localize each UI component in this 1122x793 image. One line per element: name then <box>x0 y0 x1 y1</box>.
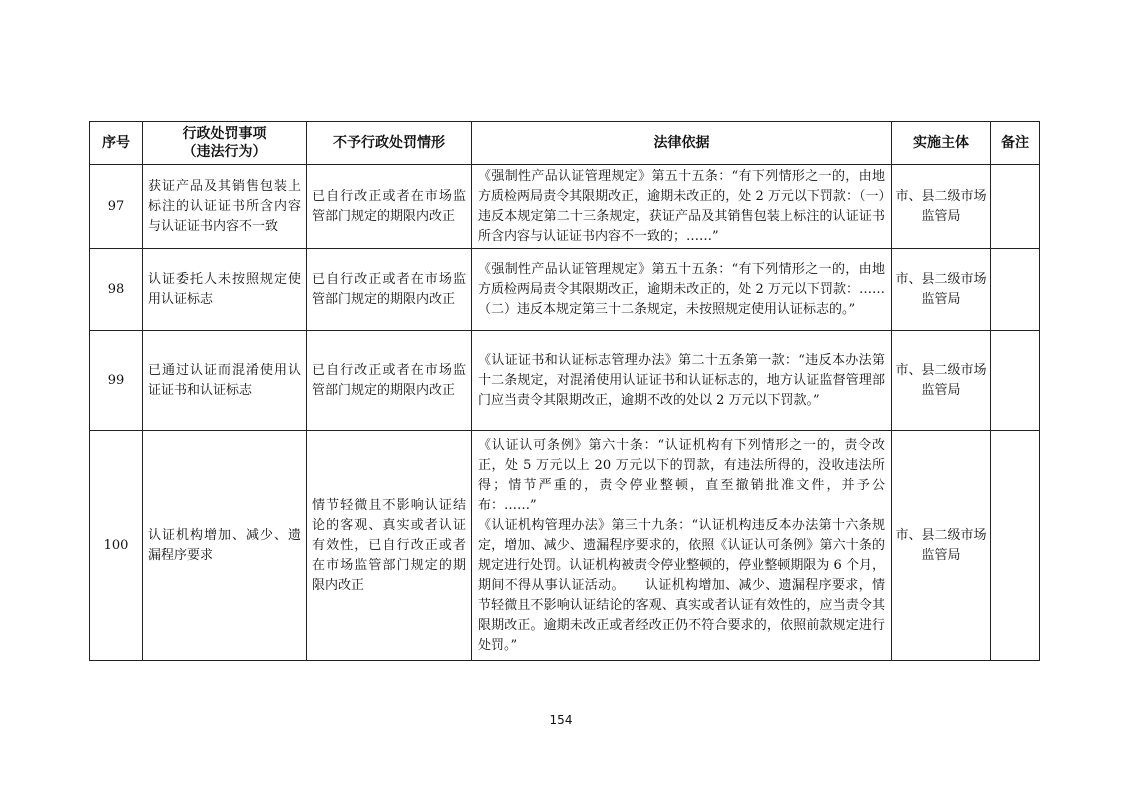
row-condition: 已自行改正或者在市场监管部门规定的期限内改正 <box>307 331 472 431</box>
row-basis <box>472 331 892 431</box>
row-remark <box>991 331 1040 431</box>
table-row <box>90 331 1040 431</box>
row-condition: 已自行改正或者在市场监管部门规定的期限内改正 <box>307 249 472 331</box>
row-basis <box>472 165 892 249</box>
basis-paragraph: 《认证证书和认证标志管理办法》第二十五条第一款：“违反本办法第十二条规定，对混淆使用认证证书和认证标志的，地方认证监督管理部门应当责令其限期改正，逾期不改的处以 2 万元以下罚款。” <box>478 352 885 408</box>
row-remark <box>991 431 1040 661</box>
header-item-line1: 行政处罚事项 <box>182 126 267 142</box>
table-row <box>90 165 1040 249</box>
row-number: 100 <box>90 431 143 661</box>
row-condition: 情节轻微且不影响认证结论的客观、真实或者认证有效性，已自行改正或者在市场监管部门规定的期限内改正 <box>307 431 472 661</box>
row-item: 认证机构增加、减少、遗漏程序要求 <box>143 431 307 661</box>
basis-paragraph: 《强制性产品认证管理规定》第五十五条：“有下列情形之一的，由地方质检两局责令其限期改正，逾期未改正的，处 2 万元以下罚款：（一）违反本规定第二十三条规定，获证产品及其销售包装上标注的认证证书所含内容与认证证书内容不一致的；……” <box>478 168 885 244</box>
row-basis <box>472 249 892 331</box>
header-item <box>143 122 307 165</box>
basis-paragraph: 《认证认可条例》第六十条：“认证机构有下列情形之一的，责令改正，处 5 万元以上 20 万元以下的罚款，有违法所得的，没收违法所得；情节严重的，责令停业整顿，直至撤销批准文件，并予公布：……” <box>478 437 885 513</box>
row-remark <box>991 165 1040 249</box>
table-row <box>90 249 1040 331</box>
page-number: 154 <box>549 713 573 727</box>
basis-paragraph: 《强制性产品认证管理规定》第五十五条：“有下列情形之一的，由地方质检两局责令其限期改正，逾期未改正的，处 2 万元以下罚款：……（二）违反本规定第三十二条规定，未按照规定使用认证标志的。” <box>478 261 885 317</box>
row-item: 获证产品及其销售包装上标注的认证证书所含内容与认证证书内容不一致 <box>143 165 307 249</box>
basis-paragraph: 《认证机构管理办法》第三十九条：“认证机构违反本办法第十六条规定，增加、减少、遗漏程序要求的，依照《认证认可条例》第六十条的规定进行处罚。认证机构被责令停业整顿的，停业整顿期限为 6 个月，期间不得从事认证活动。 认证机构增加、减少、遗漏程序要求，情节轻微且不影响认证结论的客观、真实或者认证有效性的，应当责令其限期改正。逾期未改正或者经改正仍不符合要求的，依照前款规定进行处罚。” <box>478 517 885 653</box>
row-number: 97 <box>90 165 143 249</box>
row-item: 认证委托人未按照规定使用认证标志 <box>143 249 307 331</box>
row-number: 99 <box>90 331 143 431</box>
header-subject: 实施主体 <box>892 122 991 165</box>
row-subject: 市、县二级市场监管局 <box>892 165 991 249</box>
header-condition: 不予行政处罚情形 <box>307 122 472 165</box>
header-item-line2: （违法行为） <box>182 144 267 160</box>
header-num: 序号 <box>90 122 143 165</box>
row-condition: 已自行改正或者在市场监管部门规定的期限内改正 <box>307 165 472 249</box>
row-subject: 市、县二级市场监管局 <box>892 249 991 331</box>
row-basis <box>472 431 892 661</box>
row-subject: 市、县二级市场监管局 <box>892 331 991 431</box>
penalty-table <box>89 121 1040 661</box>
header-basis: 法律依据 <box>472 122 892 165</box>
header-row <box>90 122 1040 165</box>
header-remark: 备注 <box>991 122 1040 165</box>
row-subject: 市、县二级市场监管局 <box>892 431 991 661</box>
row-remark <box>991 249 1040 331</box>
row-number: 98 <box>90 249 143 331</box>
row-item: 已通过认证而混淆使用认证证书和认证标志 <box>143 331 307 431</box>
table-row <box>90 431 1040 661</box>
